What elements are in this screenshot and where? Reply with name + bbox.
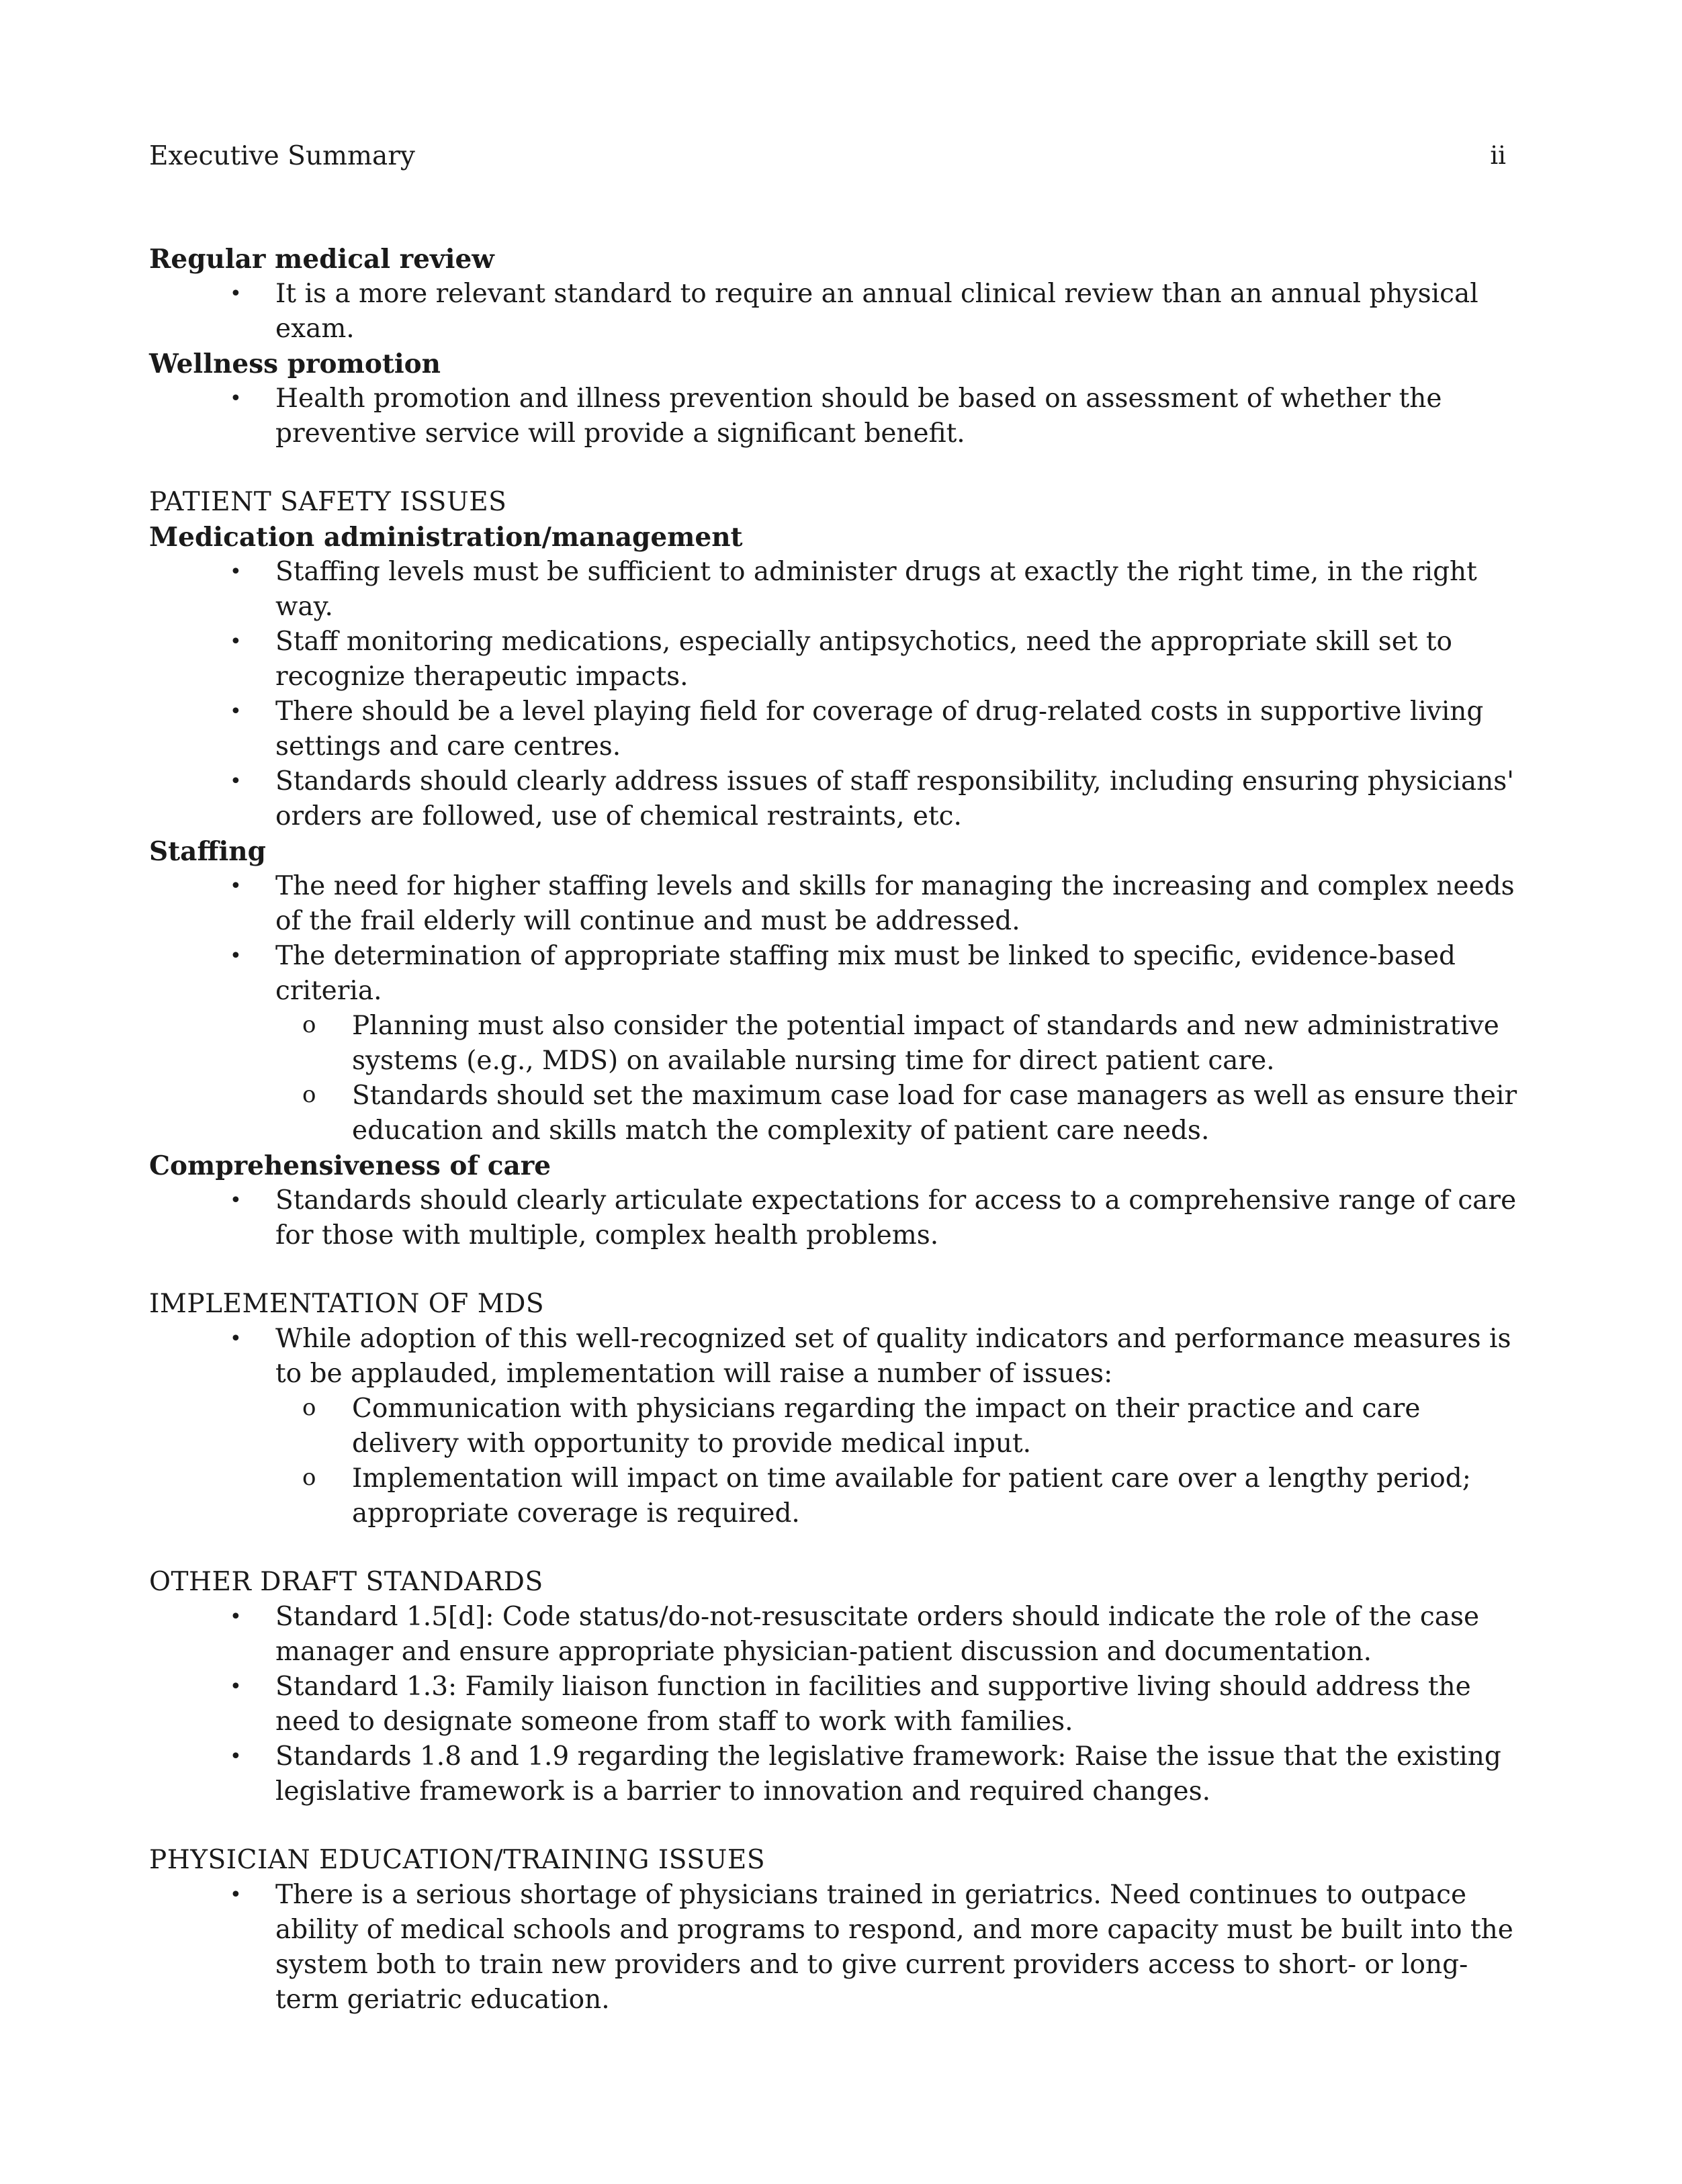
list-item — [149, 694, 1519, 764]
list-item — [149, 625, 1519, 694]
bullet-marker: • — [230, 1675, 242, 1698]
list-item — [149, 277, 1519, 347]
list-item-text: Standards should clearly articulate expectations for access to a comprehensive range of care for those with multiple, complex health problems. — [275, 1185, 1517, 1250]
page-number: ii — [1490, 141, 1506, 170]
subheading-staffing: Staffing — [149, 836, 266, 867]
document-body — [149, 242, 1519, 2017]
bullet-marker: • — [230, 770, 242, 793]
list-item-text: Staff monitoring medications, especially antipsychotics, need the appropriate skill set to recognize therapeutic impacts. — [275, 627, 1453, 692]
sub-list-item — [149, 1009, 1519, 1079]
sub-bullet-marker: o — [302, 1394, 316, 1421]
list-item-text: There is a serious shortage of physicians trained in geriatrics. Need continues to outpace ability of medical schools and programs to respond, and more capacity must be built into the system both to train new providers and to give current providers access to short- or long-term geriatric education. — [275, 1880, 1513, 2015]
sub-list-item-text: Planning must also consider the potential impact of standards and new administrative systems (e.g., MDS) on available nursing time for direct patient care. — [352, 1011, 1499, 1076]
sub-list-item — [149, 1079, 1519, 1148]
subheading-comprehensiveness: Comprehensiveness of care — [149, 1150, 551, 1181]
bullet-marker: • — [230, 387, 242, 410]
sub-bullet-marker: o — [302, 1464, 316, 1491]
bullet-marker: • — [230, 944, 242, 968]
bullet-marker: • — [230, 560, 242, 584]
list-item-text: There should be a level playing field for coverage of drug-related costs in supportive living settings and care centres. — [275, 696, 1484, 762]
list-item-text: While adoption of this well-recognized set of quality indicators and performance measures is to be applauded, implementation will raise a number of issues: — [275, 1324, 1511, 1389]
list-item-text: Standards should clearly address issues of staff responsibility, including ensuring physicians' orders are followed, use of chemical restraints, etc. — [275, 766, 1514, 831]
list-item-text: Standard 1.3: Family liaison function in facilities and supportive living should address the need to designate someone from staff to work with families. — [275, 1672, 1471, 1737]
subheading-wellness-promotion: Wellness promotion — [149, 349, 441, 379]
bullet-list — [149, 1322, 1519, 1531]
list-item-text: The need for higher staffing levels and skills for managing the increasing and complex needs of the frail elderly will continue and must be addressed. — [275, 871, 1515, 936]
list-item — [149, 1600, 1519, 1670]
list-item — [149, 939, 1519, 1009]
bullet-list — [149, 381, 1519, 451]
subheading-medication: Medication administration/management — [149, 522, 743, 553]
bullet-list — [149, 277, 1519, 347]
list-item — [149, 764, 1519, 834]
list-item-text: Standards 1.8 and 1.9 regarding the legislative framework: Raise the issue that the existing legislative framework is a barrier to innovation and required changes. — [275, 1741, 1501, 1807]
list-item — [149, 869, 1519, 939]
sub-bullet-marker: o — [302, 1011, 316, 1038]
list-item — [149, 1739, 1519, 1809]
list-item-text: It is a more relevant standard to require an annual clinical review than an annual physical exam. — [275, 279, 1478, 344]
bullet-marker: • — [230, 1189, 242, 1212]
sub-list-item-text: Communication with physicians regarding the impact on their practice and care delivery with opportunity to provide medical input. — [352, 1394, 1421, 1459]
sub-list-item-text: Implementation will impact on time available for patient care over a lengthy period; appropriate coverage is required. — [352, 1463, 1471, 1529]
list-item-text: Standard 1.5[d]: Code status/do-not-resuscitate orders should indicate the role of the case manager and ensure appropriate physician-patient discussion and documentation. — [275, 1602, 1480, 1667]
page-header — [149, 141, 1506, 181]
header-title: Executive Summary — [149, 141, 415, 171]
list-item — [149, 1183, 1519, 1253]
bullet-list — [149, 1183, 1519, 1253]
bullet-marker: • — [230, 700, 242, 723]
bullet-marker: • — [230, 630, 242, 653]
bullet-list — [149, 1600, 1519, 1809]
list-item — [149, 1878, 1519, 2017]
list-item — [149, 381, 1519, 451]
bullet-list — [149, 1878, 1519, 2017]
bullet-marker: • — [230, 1883, 242, 1907]
heading-patient-safety: PATIENT SAFETY ISSUES — [149, 487, 507, 517]
bullet-list — [149, 869, 1519, 1148]
heading-physician-education: PHYSICIAN EDUCATION/TRAINING ISSUES — [149, 1845, 766, 1875]
sub-list-item-text: Standards should set the maximum case load for case managers as well as ensure their education and skills match the complexity of patient care needs. — [352, 1081, 1517, 1146]
list-item — [149, 1670, 1519, 1739]
bullet-list — [149, 555, 1519, 834]
bullet-marker: • — [230, 1745, 242, 1768]
subheading-regular-medical-review: Regular medical review — [149, 244, 494, 275]
list-item-text: The determination of appropriate staffing mix must be linked to specific, evidence-based criteria. — [275, 941, 1456, 1006]
list-item — [149, 1322, 1519, 1392]
bullet-marker: • — [230, 874, 242, 898]
list-item — [149, 555, 1519, 625]
bullet-marker: • — [230, 1327, 242, 1351]
sub-list-item — [149, 1392, 1519, 1461]
heading-other-draft-standards: OTHER DRAFT STANDARDS — [149, 1567, 543, 1597]
heading-implementation-mds: IMPLEMENTATION OF MDS — [149, 1289, 545, 1319]
bullet-marker: • — [230, 1605, 242, 1629]
sub-bullet-marker: o — [302, 1081, 316, 1108]
bullet-marker: • — [230, 282, 242, 306]
list-item-text: Health promotion and illness prevention should be based on assessment of whether the preventive service will provide a significant benefit. — [275, 383, 1442, 449]
sub-list-item — [149, 1461, 1519, 1531]
list-item-text: Staffing levels must be sufficient to administer drugs at exactly the right time, in the right way. — [275, 557, 1477, 622]
